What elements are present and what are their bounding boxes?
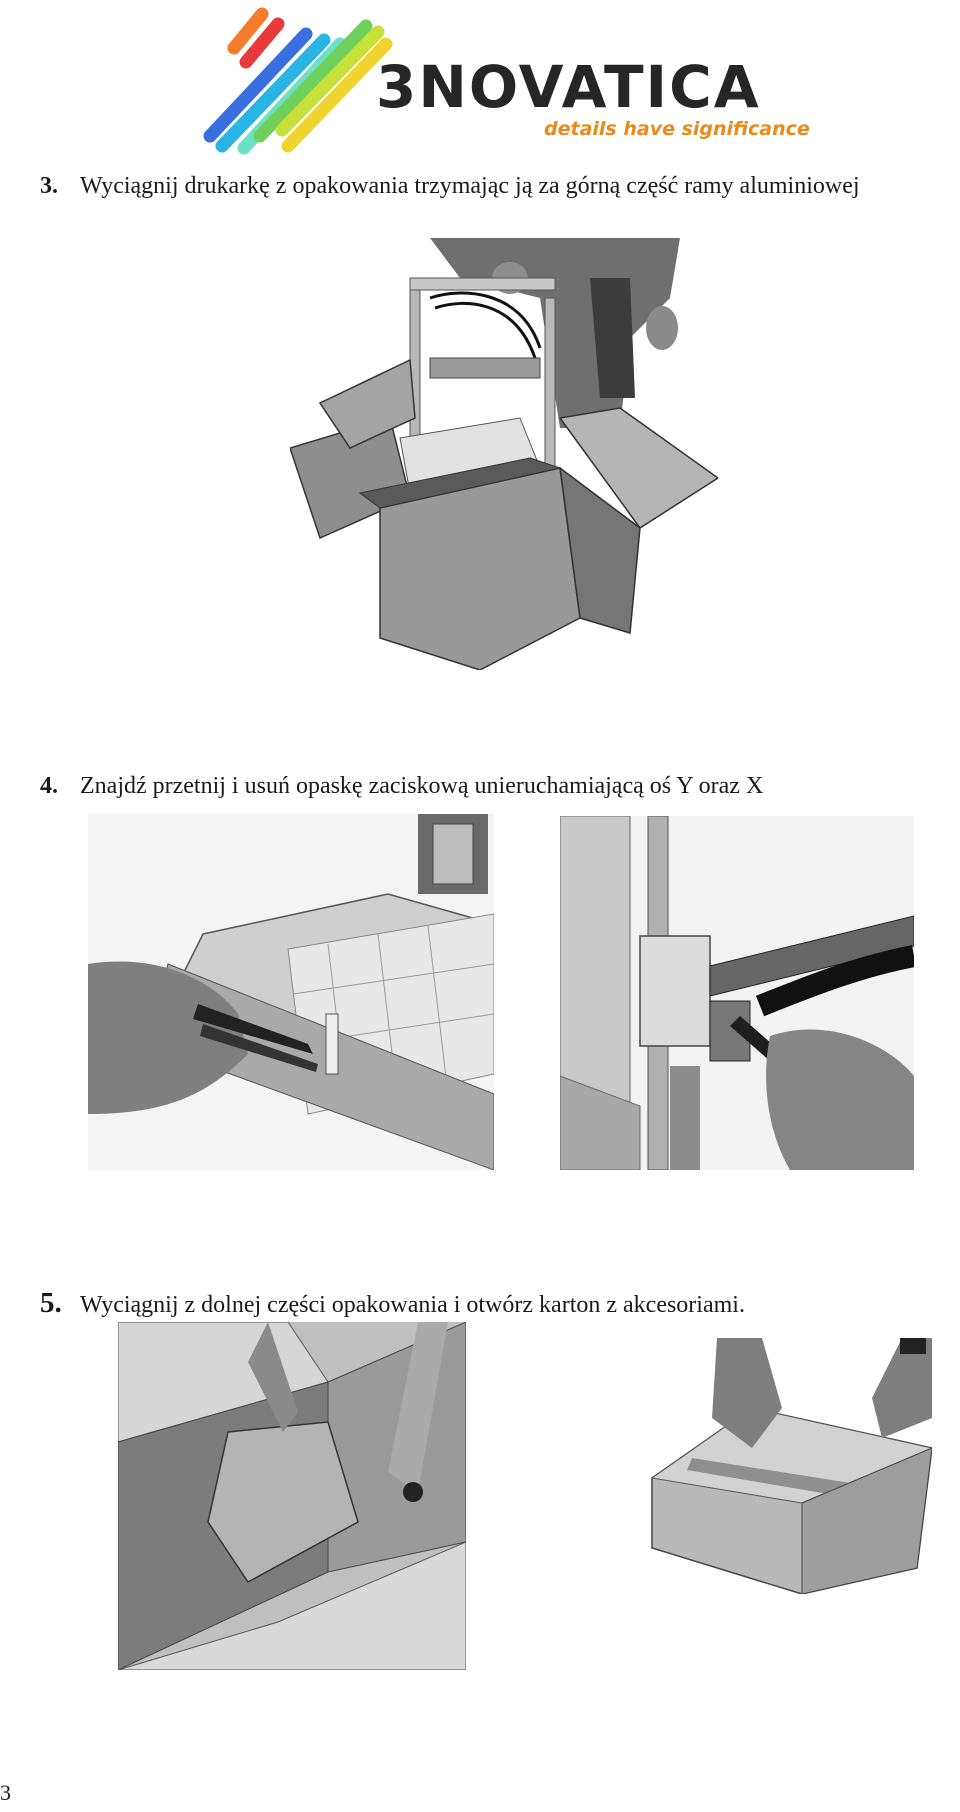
box-with-accessories-carton-photo xyxy=(118,1322,466,1670)
step-5 xyxy=(40,1286,745,1321)
step-number: 3. xyxy=(40,173,58,199)
brand-logo xyxy=(200,0,820,158)
step-number: 5. xyxy=(40,1287,62,1319)
step-4 xyxy=(40,772,763,801)
opening-accessories-carton-photo xyxy=(632,1338,932,1594)
step-text: Wyciągnij drukarkę z opakowania trzymając ją za górną część ramy aluminiowej xyxy=(80,173,860,199)
brand-tagline: details have significance xyxy=(544,118,810,140)
step-text: Znajdź przetnij i usuń opaskę zaciskową unieruchamiającą oś Y oraz X xyxy=(80,773,764,799)
step-text: Wyciągnij z dolnej części opakowania i otwórz karton z akcesoriami. xyxy=(80,1292,745,1318)
brand-wordmark: 3NOVATICA xyxy=(376,53,761,121)
cutting-y-axis-zip-tie-photo xyxy=(88,814,494,1170)
page-number: 3 xyxy=(0,1780,11,1805)
step-number: 4. xyxy=(40,773,58,799)
cutting-x-axis-zip-tie-photo xyxy=(560,816,914,1170)
step-3 xyxy=(40,172,860,201)
printer-lifted-from-box-photo xyxy=(290,238,718,670)
